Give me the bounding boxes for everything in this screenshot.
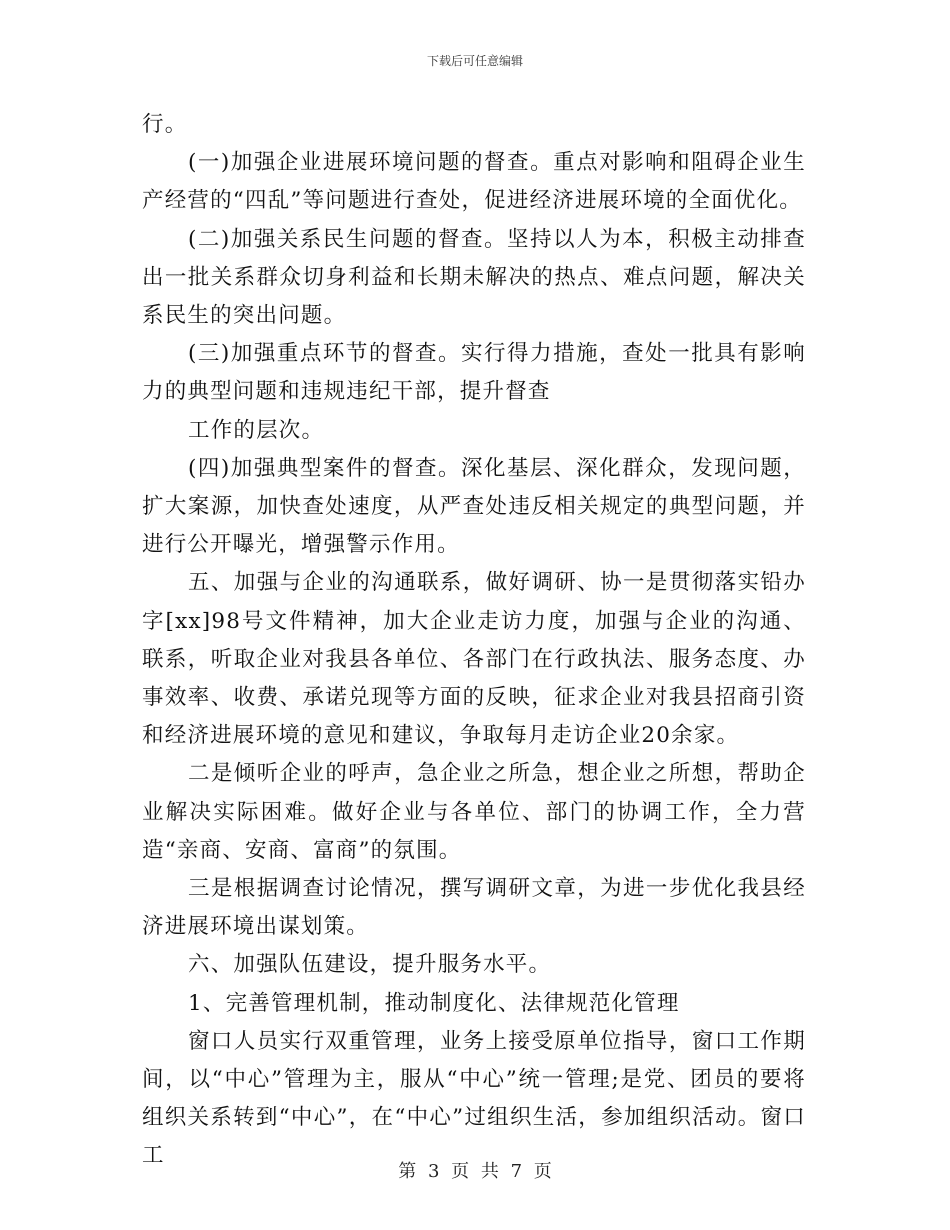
paragraph: 五、加强与企业的沟通联系，做好调研、协一是贯彻落实铅办字[xx]98号文件精神，加大企业走访力度，加强与企业的沟通、联系，听取企业对我县各单位、各部门在行政执法、服务态度、办事效率、收费、承诺兑现等方面的反映，征求企业对我县招商引资和经济进展环境的意见和建议，争取每月走访企业20余家。 xyxy=(142,570,806,749)
paragraph: 二是倾听企业的呼声，急企业之所急，想企业之所想，帮助企业解决实际困难。做好企业与各单位、部门的协调工作，全力营造“亲商、安商、富商”的氛围。 xyxy=(142,761,806,863)
paragraph: (一)加强企业进展环境问题的督查。重点对影响和阻碍企业生产经营的“四乱”等问题进行查处，促进经济进展环境的全面优化。 xyxy=(142,150,806,214)
paragraph: 工作的层次。 xyxy=(188,417,325,443)
paragraph: 1、完善管理机制，推动制度化、法律规范化管理 xyxy=(188,990,680,1016)
paragraph: (三)加强重点环节的督查。实行得力措施，查处一批具有影响力的典型问题和违规违纪干部，提升督查 xyxy=(142,341,806,405)
paragraph: (四)加强典型案件的督查。深化基层、深化群众，发现问题，扩大案源，加快查处速度，从严查处违反相关规定的典型问题，并进行公开曝光，增强警示作用。 xyxy=(142,455,806,558)
paragraph: (二)加强关系民生问题的督查。坚持以人为本，积极主动排查出一批关系群众切身利益和长期未解决的热点、难点问题，解决关系民生的突出问题。 xyxy=(142,226,806,329)
paragraph: 六、加强队伍建设，提升服务水平。 xyxy=(188,952,552,978)
document-body xyxy=(142,106,806,1176)
page-footer: 第 3 页 共 7 页 xyxy=(398,1161,552,1182)
paragraph: 窗口人员实行双重管理，业务上接受原单位指导，窗口工作期间，以“中心”管理为主，服从“中心”统一管理;是党、团员的要将组织关系转到“中心”，在“中心”过组织生活，参加组织活动。窗口工 xyxy=(142,1028,806,1169)
paragraph: 行。 xyxy=(142,112,188,137)
paragraph: 三是根据调查讨论情况，撰写调研文章，为进一步优化我县经济进展环境出谋划策。 xyxy=(142,876,806,940)
page-header: 下载后可任意编辑 xyxy=(426,54,523,68)
